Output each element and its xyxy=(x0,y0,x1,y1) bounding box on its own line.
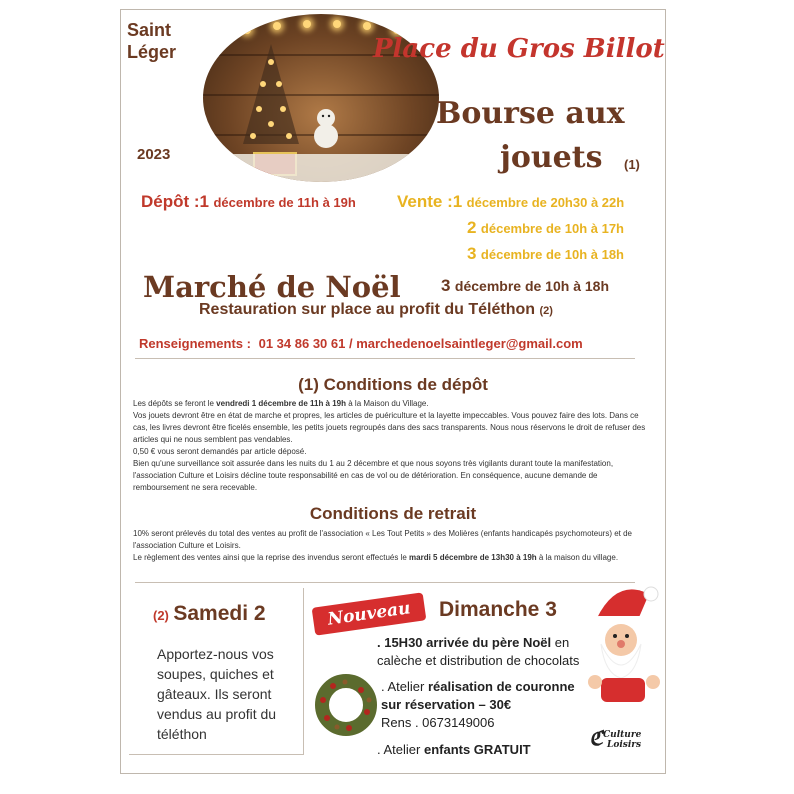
nouveau-label: Nouveau xyxy=(326,598,412,630)
flyer-page xyxy=(120,9,666,774)
depot-para1: Vos jouets devront être en état de marche et propres, les articles de puériculture et la layette impeccables. Vous pouvez faire des lots. Dans ce cas, les livres devront être ficelés ensemble, les petits jouets regroupés dans des sacs transparents. Nous nous réservons le droit de refuser des articles qui ne nous semblent pas vendables. xyxy=(133,411,646,444)
bourse-title-line1: Bourse aux xyxy=(436,96,625,131)
vente-2-num: 2 xyxy=(467,218,477,237)
santa-icon xyxy=(587,578,661,706)
conditions-depot-body xyxy=(133,398,655,494)
depot-line xyxy=(141,192,356,212)
vente-text: décembre de 20h30 à 22h xyxy=(466,195,625,210)
divider-2 xyxy=(135,582,635,583)
contact-label: Renseignements : xyxy=(139,336,251,351)
wreath-icon xyxy=(313,674,379,736)
contact-line xyxy=(139,336,583,351)
marche-date-num: 3 xyxy=(441,276,451,295)
bourse-ref: (1) xyxy=(624,157,640,172)
marche-title: Marché de Noël xyxy=(143,270,401,304)
restauration-line xyxy=(199,301,553,319)
town-name: Saint Léger xyxy=(127,20,177,62)
samedi-panel xyxy=(129,588,304,755)
depot-date-line: Les dépôts se feront le vendredi 1 décembre de 11h à 19h à la Maison du Village. xyxy=(133,399,429,408)
conditions-retrait-title: Conditions de retrait xyxy=(309,504,477,523)
retrait-para1: 10% seront prélevés du total des ventes au profit de l'association « Les Tout Petits » des Molières (enfants handicapés psychomoteurs) et de l'association Culture et Loisirs. xyxy=(133,529,632,550)
vente-2-text: décembre de 10h à 17h xyxy=(480,221,624,236)
samedi-heading xyxy=(153,602,266,626)
year: 2023 xyxy=(137,146,171,163)
vente-3-line xyxy=(467,244,624,264)
dimanche-item2: . Atelier réalisation de couronne sur réservation – 30€ Rens . 0673149006 xyxy=(381,678,591,732)
vente-line xyxy=(397,192,624,212)
conditions-depot-title: (1) Conditions de dépôt xyxy=(298,375,488,394)
snowman-icon xyxy=(311,106,341,150)
marche-date-text: décembre de 10h à 18h xyxy=(454,278,609,294)
rens-phone: Rens . 0673149006 xyxy=(381,715,495,730)
nouveau-badge xyxy=(312,592,427,635)
depot-label: Dépôt :1 xyxy=(141,192,209,211)
samedi-title: Samedi 2 xyxy=(173,602,266,625)
marche-date xyxy=(441,276,609,296)
vente-3-text: décembre de 10h à 18h xyxy=(480,247,624,262)
samedi-text: Apportez-nous vos soupes, quiches et gâteaux. Ils seront vendus au profit du téléthon xyxy=(157,646,277,742)
logo-line1: Culture xyxy=(603,730,642,740)
depot-text: décembre de 11h à 19h xyxy=(213,195,356,210)
restauration-ref: (2) xyxy=(539,305,553,317)
contact-text: 01 34 86 30 61 / marchedenoelsaintleger@gmail.com xyxy=(258,336,583,351)
vente-label: Vente :1 xyxy=(397,192,463,211)
dimanche-item3: . Atelier enfants GRATUIT xyxy=(377,742,531,757)
restauration-text: Restauration sur place au profit du Téléthon xyxy=(199,301,536,318)
logo-mark-icon: ℭ xyxy=(589,726,604,750)
tree-icon xyxy=(241,44,301,154)
logo-line2: Loisirs xyxy=(607,740,642,750)
retrait-para2: Le règlement des ventes ainsi que la reprise des invendus seront effectués le mardi 5 décembre de 13h30 à 19h à la maison du village. xyxy=(133,553,619,562)
culture-loisirs-logo xyxy=(589,726,642,750)
depot-para3: Bien qu'une surveillance soit assurée dans les nuits du 1 au 2 décembre et que nous soyons très vigilants durant toute la manifestation, l'association Culture et Loisirs décline toute responsabilité en cas de vol ou de détérioration. En conséquence, aucune demande de remboursement ne sera recevable. xyxy=(133,459,614,492)
samedi-ref: (2) xyxy=(153,608,169,623)
vente-2-line xyxy=(467,218,624,238)
dimanche-panel xyxy=(311,588,665,768)
depot-para2: 0,50 € vous seront demandés par article déposé. xyxy=(133,447,307,456)
dimanche-item1: . 15H30 arrivée du père Noël en calèche et distribution de chocolats xyxy=(377,635,580,668)
dimanche-title: Dimanche 3 xyxy=(439,598,557,621)
place-title: Place du Gros Billot xyxy=(373,34,665,64)
snow-ground xyxy=(203,154,439,182)
conditions-retrait-body xyxy=(133,528,655,564)
vente-3-num: 3 xyxy=(467,244,477,263)
divider xyxy=(135,358,635,359)
bourse-title-line2: jouets xyxy=(500,140,603,175)
